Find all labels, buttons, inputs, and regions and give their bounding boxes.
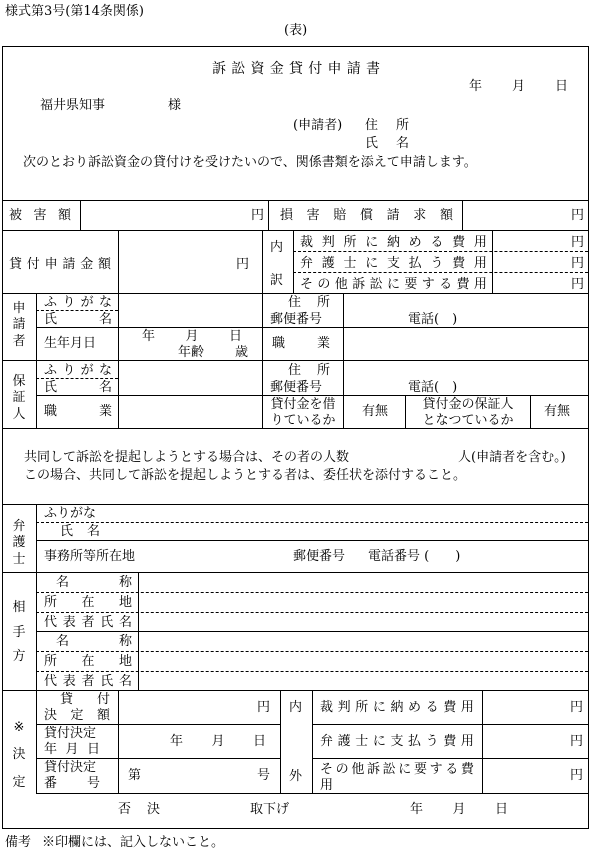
withdrawal-label: 取下げ (250, 802, 290, 817)
decision-lawyer-fees: 弁 護 士 に 支 払 う 費 用 (320, 734, 474, 749)
office-address-label: 事務所等所在地 (44, 549, 136, 564)
frame-right (588, 46, 589, 828)
side-label: (表) (284, 23, 308, 38)
decision-section-label: ※ 決 定 (12, 720, 26, 790)
decision-date-ymd: 年 月 日 (170, 734, 266, 749)
decided-amount-label-2: 決 定 額 (44, 708, 110, 723)
day-label: 日 (554, 79, 568, 94)
year-label: 年 (469, 79, 483, 94)
lawyer-section-label: 弁 護 士 (12, 519, 26, 567)
application-date (469, 80, 568, 93)
lawyer-name-label: 氏 名 (60, 524, 100, 539)
applicant-phone-label: 電話( ) (408, 312, 458, 327)
borrowing-yes-no: 有無 (362, 404, 389, 419)
decision-breakdown-2: 外 (289, 769, 303, 784)
decision-other-fees: そ の 他 訴 訟 に 要 す る 費 (320, 762, 474, 777)
applicant-name-label: 氏 名 (365, 136, 409, 151)
frame-bottom (2, 828, 589, 829)
applicant-age: 年齢 歳 (178, 345, 248, 360)
breakdown-yen-1: 円 (571, 235, 585, 250)
opponent-2-location-label: 所 在 地 (44, 654, 132, 669)
guarantor-jusho-label: 住 所 (288, 363, 330, 378)
guarantor-furigana-label: ふ り が な (44, 363, 112, 378)
lawyer-furigana-label: ふりがな (44, 506, 97, 521)
form-title: 訴 訟 資 金 貸 付 申 請 書 (212, 61, 380, 77)
decision-court-fees: 裁 判 所 に 納 め る 費 用 (320, 700, 474, 715)
damage-amount-label: 被 害 額 (9, 208, 71, 223)
joint-text-2: この場合、共同して訴訟を提起しようとする者は、委任状を添付すること。 (24, 468, 467, 483)
month-label: 月 (511, 79, 525, 94)
opponent-1-name-label: 名 称 (56, 575, 132, 590)
honorific: 様 (168, 98, 182, 113)
decision-yen-1: 円 (570, 700, 584, 715)
applicant-postal-label: 郵便番号 (270, 312, 323, 327)
borrowing-question-2: りているか (270, 413, 336, 428)
decision-number-dai: 第 (128, 768, 142, 783)
guarantor-question-2: となつているか (422, 413, 514, 428)
form-number: 様式第3号(第14条関係) (5, 4, 144, 19)
loan-amount-yen: 円 (236, 257, 250, 272)
guarantor-postal-label: 郵便番号 (270, 380, 323, 395)
applicant-birthdate-label: 生年月日 (44, 336, 97, 351)
applicant-jusho-label: 住 所 (288, 295, 330, 310)
breakdown-yen-3: 円 (571, 277, 585, 292)
decision-yen-3: 円 (570, 768, 584, 783)
guarantor-yes-no: 有無 (544, 404, 571, 419)
opponent-1-location-label: 所 在 地 (44, 595, 132, 610)
guarantor-occupation-label: 職 業 (44, 404, 112, 419)
rejection-label: 否 決 (118, 802, 160, 817)
damage-claim-label: 損 害 賠 償 請 求 額 (280, 208, 453, 223)
decision-number-gou: 号 (257, 768, 271, 783)
breakdown-court-fees: 裁 判 所 に 納 め る 費 用 (300, 235, 487, 250)
decided-amount-label-1: 貸 付 (60, 692, 110, 707)
opponent-2-representative-label: 代 表 者 氏 名 (44, 674, 132, 689)
borrowing-question-1: 貸付金を借 (270, 397, 336, 412)
opponent-2-name-label: 名 称 (56, 634, 132, 649)
decision-number-label-2: 番 号 (44, 776, 100, 791)
breakdown-yen-2: 円 (571, 256, 585, 271)
applicant-furigana-label: ふ り が な (44, 295, 112, 310)
guarantor-question-1: 貸付金の保証人 (422, 397, 514, 412)
loan-amount-label: 貸 付 申 請 金 額 (9, 257, 111, 272)
note-text: ※印欄には、記入しないこと。 (42, 835, 225, 850)
addressee: 福井県知事 (40, 98, 106, 113)
breakdown-label-1: 内 (270, 240, 284, 255)
damage-amount-yen: 円 (251, 208, 265, 223)
guarantor-section-label: 保 証 人 (12, 374, 26, 422)
lawyer-tel-label: 電話番号 ( ) (368, 549, 461, 564)
decision-number-label-1: 貸付決定 (44, 760, 97, 775)
breakdown-other-fees: そ の 他 訴 訟 に 要 す る 費 用 (300, 277, 487, 292)
opponent-section-label: 相 手 方 (12, 600, 26, 665)
decision-other-fees-2: 用 (320, 778, 334, 793)
applicant-occupation-label: 職 業 (272, 336, 330, 351)
breakdown-label-2: 訳 (270, 273, 284, 288)
guarantor-shimei-label: 氏 名 (44, 380, 112, 395)
applicant-birth-date: 年 月 日 (142, 329, 242, 344)
request-text: 次のとおり訴訟資金の貸付けを受けたいので、関係書類を添えて申請します。 (23, 155, 477, 170)
opponent-1-representative-label: 代 表 者 氏 名 (44, 615, 132, 630)
decision-breakdown-1: 内 (289, 700, 303, 715)
decision-yen-2: 円 (570, 734, 584, 749)
frame-left (2, 46, 3, 828)
guarantor-phone-label: 電話( ) (408, 380, 458, 395)
decision-date-label-2: 年 月 日 (44, 742, 100, 757)
joint-text-1b: 人(申請者を含む。) (458, 450, 566, 465)
decided-amount-yen: 円 (257, 700, 271, 715)
breakdown-lawyer-fees: 弁 護 士 に 支 払 う 費 用 (300, 256, 487, 271)
damage-claim-yen: 円 (571, 208, 585, 223)
note-label: 備考 (5, 835, 32, 850)
lawyer-postal-label: 郵便番号 (293, 549, 346, 564)
applicant-label: (申請者) (293, 118, 343, 133)
joint-text-1: 共同して訴訟を提起しようとする場合は、その者の人数 (24, 450, 350, 465)
applicant-section-label: 申 請 者 (12, 301, 26, 349)
frame-top (2, 46, 589, 47)
applicant-shimei-label: 氏 名 (44, 312, 112, 327)
final-date: 年 月 日 (410, 802, 508, 817)
applicant-address-label: 住 所 (365, 118, 409, 133)
decision-date-label-1: 貸付決定 (44, 726, 97, 741)
